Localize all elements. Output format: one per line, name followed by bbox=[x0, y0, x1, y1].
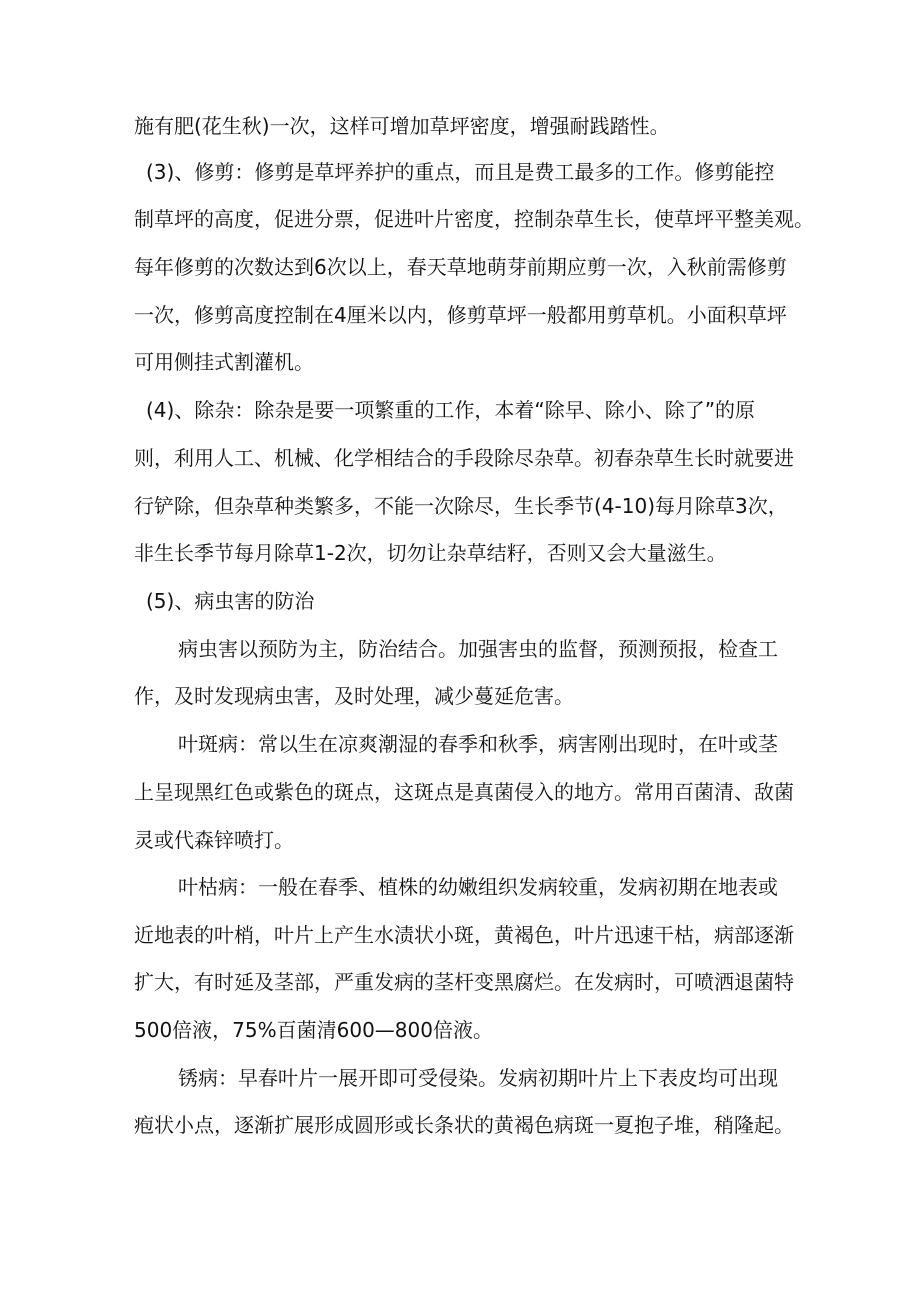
text-line: 500倍液，75%百菌清600—800倍液。 bbox=[134, 1018, 493, 1042]
text-line: (3)、修剪：修剪是草坪养护的重点，而且是费工最多的工作。修剪能控 bbox=[146, 160, 775, 184]
section-heading: (5)、病虫害的防治 bbox=[146, 589, 315, 613]
text-line: 一次，修剪高度控制在4厘米以内，修剪草坪一般都用剪草机。小面积草坪 bbox=[134, 303, 787, 327]
text-line: 行铲除，但杂草种类繁多，不能一次除尽，生长季节(4-10)每月除草3次， bbox=[134, 494, 788, 518]
text-line: 叶枯病：一般在春季、植株的幼嫩组织发病较重，发病初期在地表或 bbox=[178, 875, 778, 899]
text-line: 扩大，有时延及茎部，严重发病的茎杆变黑腐烂。在发病时，可喷洒退菌特 bbox=[134, 970, 794, 994]
text-line: 非生长季节每月除草1-2次，切勿让杂草结籽，否则又会大量滋生。 bbox=[134, 541, 727, 565]
text-line: 近地表的叶梢，叶片上产生水渍状小斑，黄褐色，叶片迅速干枯，病部逐渐 bbox=[134, 923, 794, 947]
text-line: 锈病：早春叶片一展开即可受侵染。发病初期叶片上下表皮均可出现 bbox=[178, 1066, 778, 1090]
text-line: 制草坪的高度，促进分票，促进叶片密度，控制杂草生长，使草坪平整美观。 bbox=[134, 207, 814, 231]
text-line: 则，利用人工、机械、化学相结合的手段除尽杂草。初春杂草生长时就要进 bbox=[134, 446, 794, 470]
text-line: 上呈现黑红色或紫色的斑点，这斑点是真菌侵入的地方。常用百菌清、敌菌 bbox=[134, 780, 794, 804]
text-line: 叶斑病：常以生在凉爽潮湿的春季和秋季，病害刚出现时，在叶或茎 bbox=[178, 732, 778, 756]
text-line: 疱状小点，逐渐扩展形成圆形或长条状的黄褐色病斑一夏抱子堆，稍隆起。 bbox=[134, 1113, 794, 1137]
text-line: 作，及时发现病虫害，及时处理，减少蔓延危害。 bbox=[134, 684, 574, 708]
text-line: 病虫害以预防为主，防治结合。加强害虫的监督，预测预报，检查工 bbox=[178, 637, 778, 661]
text-line: 灵或代森锌喷打。 bbox=[134, 828, 294, 852]
text-line: 每年修剪的次数达到6次以上，春天草地萌芽前期应剪一次，入秋前需修剪 bbox=[134, 255, 787, 279]
text-line: 施有肥(花生秋)一次，这样可增加草坪密度，增强耐践踏性。 bbox=[134, 114, 670, 138]
text-line: 可用侧挂式割灌机。 bbox=[134, 350, 314, 374]
text-line: (4)、除杂：除杂是要一项繁重的工作，本着“除早、除小、除了”的原 bbox=[146, 398, 756, 422]
